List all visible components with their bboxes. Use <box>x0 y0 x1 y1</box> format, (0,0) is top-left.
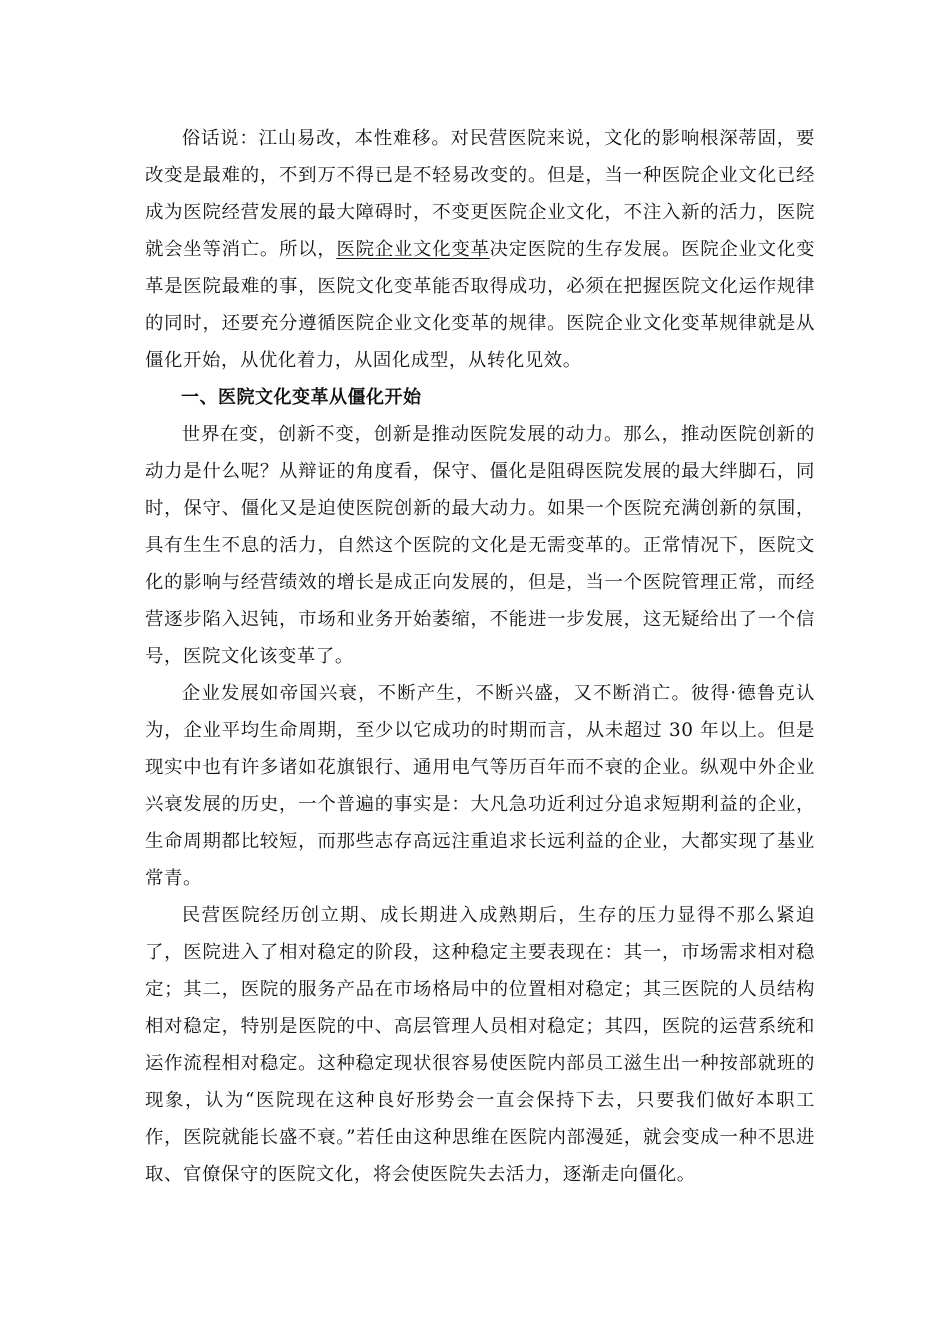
underlined-term[interactable]: 医院企业文化变革 <box>336 239 490 260</box>
paragraph-lifecycle: 企业发展如帝国兴衰，不断产生，不断兴盛，又不断消亡。彼得·德鲁克认为，企业平均生命周期，至少以它成功的时期而言，从未超过 30 年以上。但是现实中也有许多诸如花旗银行、通用电气等历百年而不衰的企业。纵观中外企业兴衰发展的历史，一个普遍的事实是：大凡急功近利过分追求短期利益的企业，生命周期都比较短，而那些志存高远注重追求长远利益的企业，大都实现了基业常青。 <box>145 683 815 889</box>
paragraph-intro-text-1: 俗话说：江山易改，本性难移。对民营医院来说，文化的影响根深蒂固，要改变是最难的，不到万不得已是不轻易改变的。但是，当一种医院企业文化已经成为医院经营发展的最大障碍时，不变更医院企业文化，不注入新的活力，医院就会坐等消亡。所以， <box>145 128 815 260</box>
paragraph-intro <box>145 120 815 379</box>
paragraph-innovation: 世界在变，创新不变，创新是推动医院发展的动力。那么，推动医院创新的动力是什么呢？从辩证的角度看，保守、僵化是阻碍医院发展的最大绊脚石，同时，保守、僵化又是迫使医院创新的最大动力。如果一个医院充满创新的氛围，具有生生不息的活力，自然这个医院的文化是无需变革的。正常情况下，医院文化的影响与经营绩效的增长是成正向发展的，但是，当一个医院管理正常，而经营逐步陷入迟钝，市场和业务开始萎缩，不能进一步发展，这无疑给出了一个信号，医院文化该变革了。 <box>145 424 815 667</box>
paragraph-stability: 民营医院经历创立期、成长期进入成熟期后，生存的压力显得不那么紧迫了，医院进入了相对稳定的阶段，这种稳定主要表现在：其一，市场需求相对稳定；其二，医院的服务产品在市场格局中的位置相对稳定；其三医院的人员结构相对稳定，特别是医院的中、高层管理人员相对稳定；其四，医院的运营系统和运作流程相对稳定。这种稳定现状很容易使医院内部员工滋生出一种按部就班的现象，认为“医院现在这种良好形势会一直会保持下去，只要我们做好本职工作，医院就能长盛不衰。”若任由这种思维在医院内部漫延，就会变成一种不思进取、官僚保守的医院文化，将会使医院失去活力，逐渐走向僵化。 <box>145 905 815 1185</box>
document-page <box>145 120 815 1193</box>
paragraph-intro-text-2: 决定医院的生存发展。医院企业文化变革是医院最难的事，医院文化变革能否取得成功，必须在把握医院文化运作规律的同时，还要充分遵循医院企业文化变革的规律。医院企业文化变革规律就是从僵化开始，从优化着力，从固化成型，从转化见效。 <box>145 239 815 371</box>
section-heading-1: 一、医院文化变革从僵化开始 <box>181 387 422 408</box>
